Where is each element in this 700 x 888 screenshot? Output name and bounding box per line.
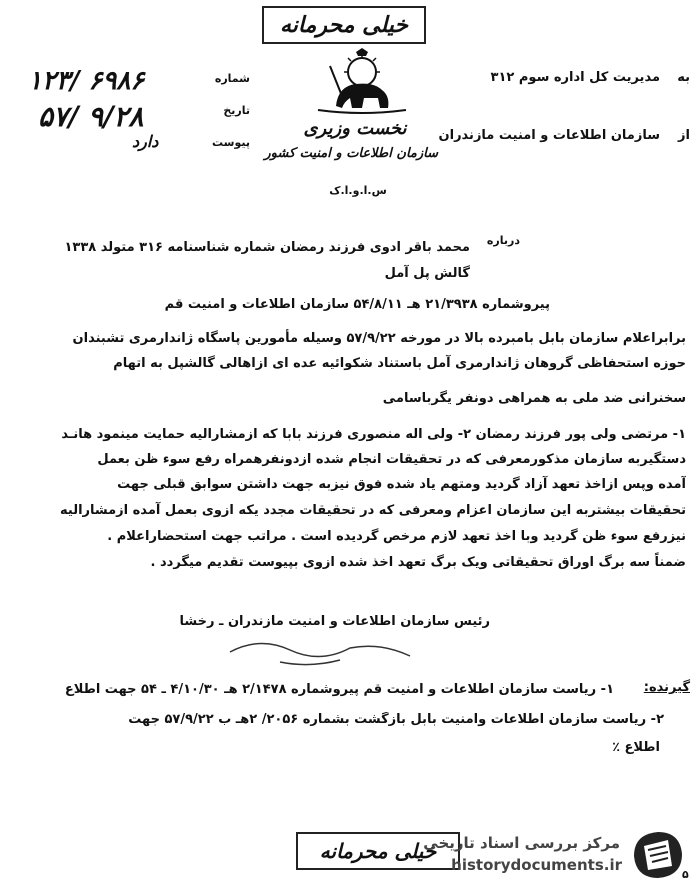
body-line: ۱- مرتضی ولی پور فرزند رمضان ۲- ولی اله منصوری فرزند بابا که ازمشارالیه حمایت مینمود هانـد <box>61 427 686 442</box>
number-value: ۱۲۳/ ۶۹۸۶ <box>28 66 145 96</box>
subject-value: محمد باقر ادوی فرزند رمضان شماره شناسنامه ۳۱۶ متولد ۱۳۳۸ <box>64 240 470 255</box>
body-line: تحقیقات بیشتربه این سازمان اعزام ومعرفی که در تحقیقات مجدد یکه ازوی بعمل آمده ازمشارالیه <box>60 503 686 518</box>
lion-and-sun-emblem-icon <box>316 46 408 118</box>
classification-stamp-bottom: خیلی محرمانه <box>296 832 460 870</box>
body-line: برابراعلام سازمان بابل بامبرده بالا در مورخه ۵۷/۹/۲۲ وسیله مأمورین پاسگاه ژاندارمری تشبندان <box>72 331 686 346</box>
attachment-label: پیوست <box>212 136 250 149</box>
recipient-item: اطلاع ٪ <box>612 740 660 755</box>
classification-stamp-top: خیلی محرمانه <box>262 6 426 44</box>
watermark-logo-icon <box>628 826 686 882</box>
body-line: حوزه استحفاظی گروهان ژاندارمری آمل باستناد شکوائیه عده ای ازاهالی گالشپل به اتهام <box>113 356 686 371</box>
body-reference: پیروشماره ۲۱/۳۹۳۸ هـ ۵۴/۸/۱۱ سازمان اطلاعات و امنیت قم <box>164 297 550 312</box>
body-line: ضمناً سه برگ اوراق تحقیقاتی ویک برگ تعهد اخذ شده ازوی بپیوست تقدیم میگردد . <box>150 555 686 570</box>
org-title: نخست وزیری <box>303 118 407 139</box>
date-label: تاریخ <box>223 104 250 117</box>
body-line: دستگیربه سازمان مذکورمعرفی که در تحقیقات انجام شده ازدونفرهمراه رفع سوء ظن بعمل <box>97 452 686 467</box>
date-value: ۵۷/ ۹/۲۸ <box>38 100 144 133</box>
from-value: سازمان اطلاعات و امنیت مازندران <box>438 128 660 143</box>
org-subtitle: سازمان اطلاعات و امنیت کشور <box>264 146 438 161</box>
signature-scribble-icon <box>220 632 420 672</box>
watermark-title: مرکز بررسی اسناد تاریخی <box>423 834 620 852</box>
number-label: شماره <box>214 72 250 85</box>
from-label: از <box>678 128 690 143</box>
recipients-label: گیرنده: <box>643 680 690 695</box>
watermark-url: historydocuments.ir <box>451 856 622 874</box>
to-value: مدیریت کل اداره سوم ۳۱۲ <box>490 70 660 85</box>
recipient-item: ۱- ریاست سازمان اطلاعات و امنیت قم پیروشماره ۲/۱۴۷۸ هـ ۴/۱۰/۳۰ ـ ۵۴ جهت اطلاع <box>64 682 614 697</box>
body-text <box>14 326 686 576</box>
body-line: آمده وپس ازاخذ تعهد آزاد گردید ومتهم یاد شده فوق نیزبه جهت داشتن سوابق قبلی جهت <box>117 477 686 492</box>
body-line: نیزرفع سوء ظن گردید وبا اخذ تعهد لازم مرخص گردیده است . مراتب جهت استحضاراعلام . <box>107 529 686 544</box>
body-line: سخنرانی ضد ملی به همراهی دونفر یگرباسامی <box>382 391 686 406</box>
subject-label: درباره <box>486 234 520 247</box>
subject-location: گالش پل آمل <box>384 266 470 281</box>
to-label: به <box>677 70 690 85</box>
org-abbrev: س.ا.و.ا.ک <box>329 184 387 197</box>
page-number: ۵ <box>682 868 689 881</box>
attachment-value: دارد <box>132 132 159 151</box>
recipient-item: ۲- ریاست سازمان اطلاعات وامنیت بابل بازگشت بشماره ۲۰۵۶/ ۲هـ ب ۵۷/۹/۲۲ جهت <box>128 712 664 727</box>
signature-title: رئیس سازمان اطلاعات و امنیت مازندران ـ رخشا <box>179 614 490 629</box>
